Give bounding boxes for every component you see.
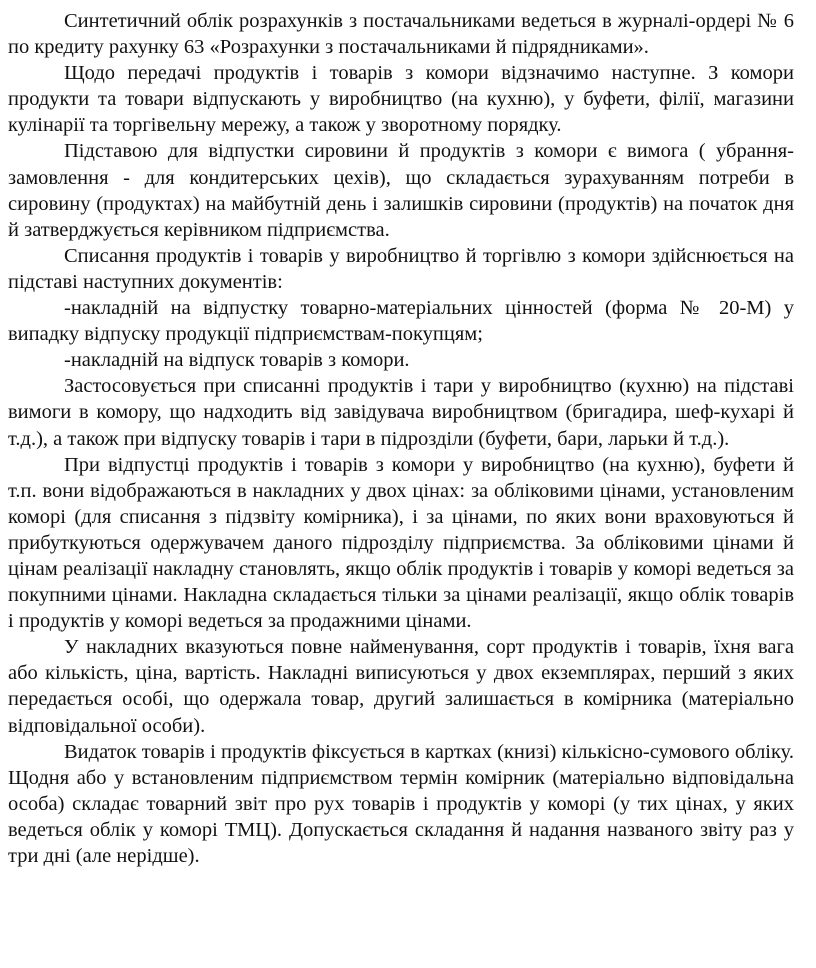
paragraph-storeroom-transfer: Щодо передачі продуктів і товарів з комори відзначимо наступне. З комори продукти та товари відпускають у виробництво (на кухню), у буфети, філії, магазини кулінарії та торгівельну мережу, а також у зворотному порядку. [8, 62, 794, 137]
paragraph-invoice-form-20m: -накладній на відпустку товарно-матеріальних цінностей (форма № 20-М) у випадку відпуску продукції підприємствам-покупцям; [8, 297, 794, 346]
paragraph-journal-order: Синтетичний облік розрахунків з постачальниками ведеться в журналі-ордері № 6 по кредиту рахунку 63 «Розрахунки з постачальниками й підрядниками». [8, 10, 794, 59]
paragraph-invoice-contents: У накладних вказуються повне найменування, сорт продуктів і товарів, їхня вага або кількість, ціна, вартість. Накладні виписуються у двох екземплярах, перший з яких передається особі, що одержала товар, другий залишається в комірника (матеріально відповідальної особи). [8, 636, 794, 737]
paragraph-invoice-storeroom: -накладній на відпуск товарів з комори. [64, 349, 410, 372]
paragraph-write-off-documents: Списання продуктів і товарів у виробництво й торгівлю з комори здійснюється на підставі наступних документів: [8, 244, 794, 293]
paragraph-application: Застосовується при списанні продуктів і тари у виробництво (кухню) на підставі вимоги в комору, що надходить від завідувача виробництвом (бригадира, шеф-кухарі й т.д.), а також при відпуску товарів і тари в підрозділи (буфети, бари, ларьки й т.д.). [8, 375, 794, 450]
paragraph-two-prices: При відпустці продуктів і товарів з комори у виробництво (на кухню), буфети й т.п. вони відображаються в накладних у двох цінах: за обліковими цінами, установленим коморі (для списання з підзвіту комірника), і за цінами, по яких вони враховуються й прибуткуються одержувачем даного підрозділу підприємства. За обліковими цінами й цінам реалізації накладну становлять, якщо облік продуктів і товарів у коморі ведеться за покупними цінами. Накладна складається тільки за цінами реалізації, якщо облік товарів і продуктів у коморі ведеться за продажними цінами. [8, 453, 794, 633]
paragraph-release-basis: Підставою для відпустки сировини й продуктів з комори є вимога ( убрання-замовлення - для кондитерських цехів), що складається зурахуванням потреби в сировину (продуктах) на майбутній день і залишків сировини (продуктів) на початок дня й затверджується керівником підприємства. [8, 140, 794, 241]
paragraph-expense-report: Видаток товарів і продуктів фіксується в картках (книзі) кількісно-сумового обліку. Щодня або у встановленим підприємством термін комірник (матеріально відповідальна особа) складає товарний звіт про рух товарів і продуктів у коморі (у тих цінах, у яких ведеться облік у коморі ТМЦ). Допускається складання й надання названого звіту раз у три дні (але нерідше). [8, 740, 794, 867]
